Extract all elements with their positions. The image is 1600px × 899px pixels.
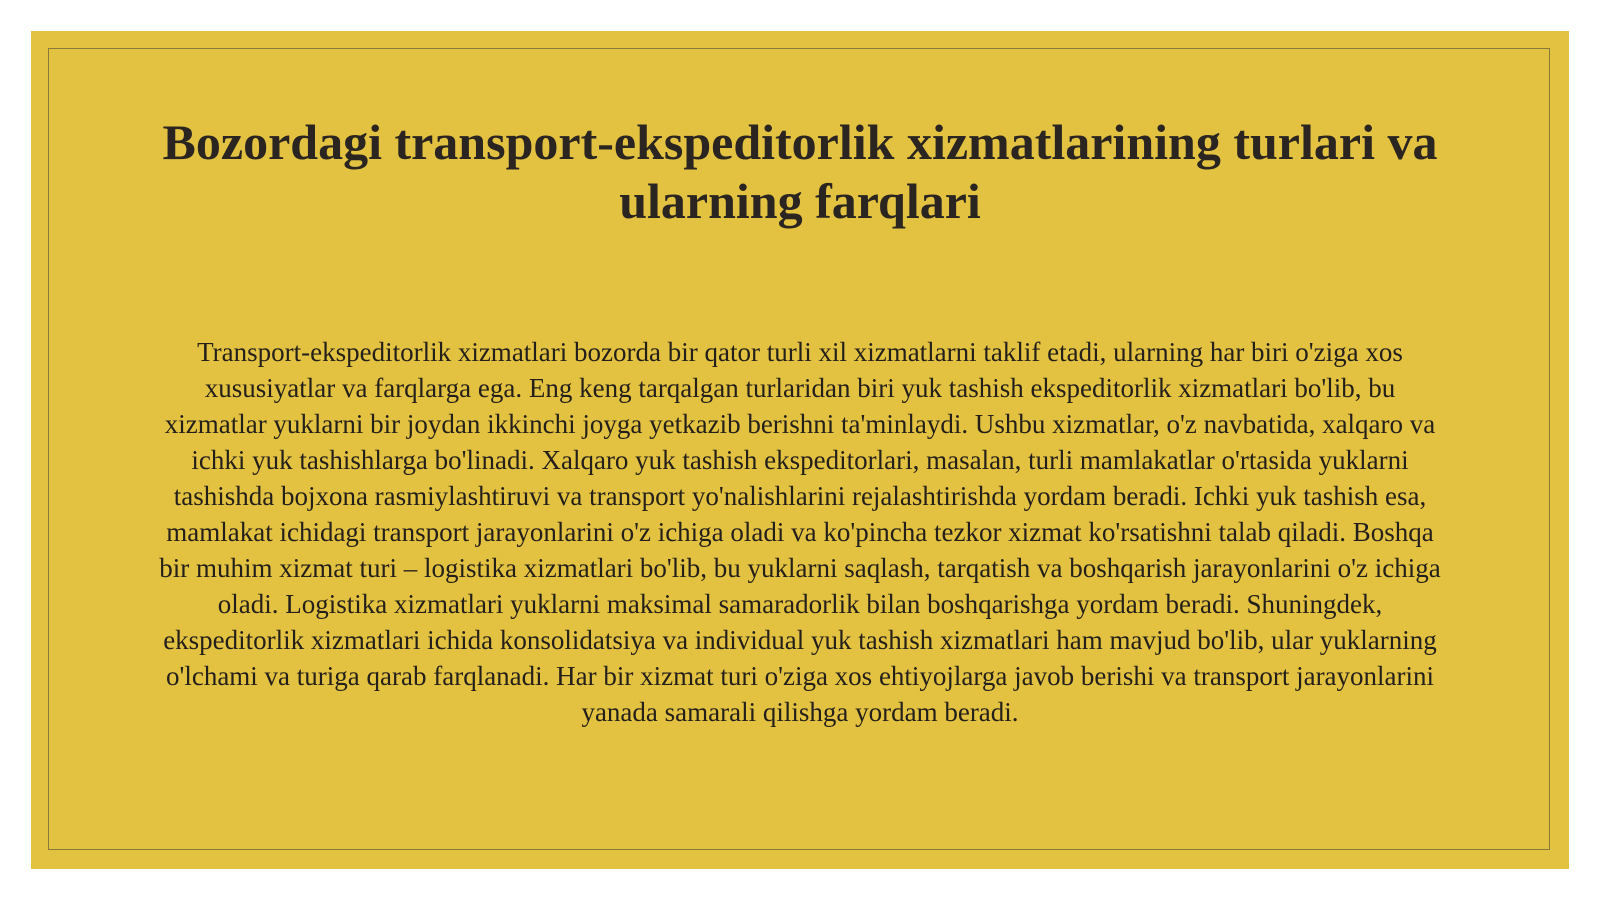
slide	[31, 31, 1569, 869]
slide-title: Bozordagi transport-ekspeditorlik xizmatlarining turlari va ularning farqlari	[162, 114, 1438, 229]
slide-body-text: Transport-ekspeditorlik xizmatlari bozorda bir qator turli xil xizmatlarni taklif etadi, ularning har biri o'ziga xos xususiyatlar va farqlarga ega. Eng keng tarqalgan turlaridan biri yuk tashish ekspeditorlik xizmatlari bo'lib, bu xizmatlar yuklarni bir joydan ikkinchi joyga yetkazib berishni ta'minlaydi. Ushbu xizmatlar, o'z navbatida, xalqaro va ichki yuk tashishlarga bo'linadi. Xalqaro yuk tashish ekspeditorlari, masalan, turli mamlakatlar o'rtasida yuklarni tashishda bojxona rasmiylashtiruvi va transport yo'nalishlarini rejalashtirishda yordam beradi. Ichki yuk tashish esa, mamlakat ichidagi transport jarayonlarini o'z ichiga oladi va ko'pincha tezkor xizmat ko'rsatishni talab qiladi. Boshqa bir muhim xizmat turi – logistika xizmatlari bo'lib, bu yuklarni saqlash, tarqatish va boshqarish jarayonlarini o'z ichiga oladi. Logistika xizmatlari yuklarni maksimal samaradorlik bilan boshqarishga yordam beradi. Shuningdek, ekspeditorlik xizmatlari ichida konsolidatsiya va individual yuk tashish xizmatlari ham mavjud bo'lib, ular yuklarning o'lchami va turiga qarab farqlanadi. Har bir xizmat turi o'ziga xos ehtiyojlarga javob berishi va transport jarayonlarini yanada samarali qilishga yordam beradi.	[159, 337, 1441, 727]
